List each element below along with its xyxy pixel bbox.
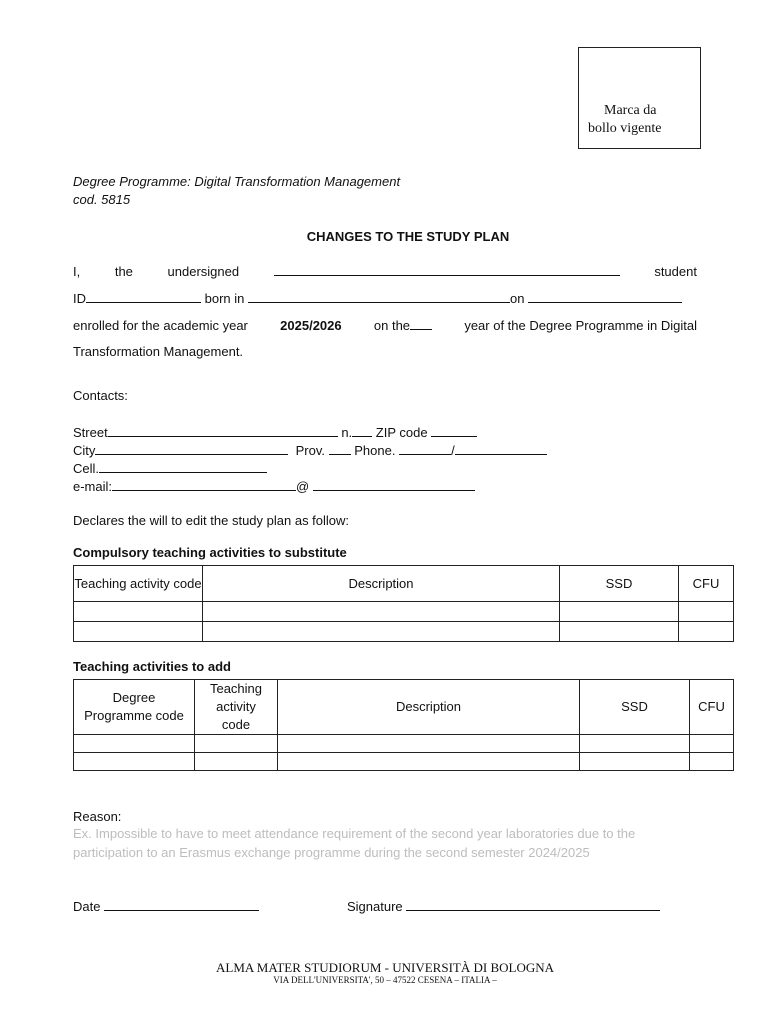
col-description: Description bbox=[278, 680, 580, 735]
table-cell[interactable] bbox=[195, 735, 278, 753]
col-teaching-activity-code: Teaching activity code bbox=[195, 680, 278, 735]
footer-university: ALMA MATER STUDIORUM - UNIVERSITÀ DI BOLOGNA bbox=[216, 960, 554, 975]
table-cell[interactable] bbox=[203, 602, 560, 622]
table-row bbox=[74, 735, 734, 753]
col-degree-programme-code: Degree Programme code bbox=[74, 680, 195, 735]
table-cell[interactable] bbox=[74, 602, 203, 622]
col-description: Description bbox=[203, 566, 560, 602]
phone-slash: / bbox=[451, 443, 455, 458]
table-row bbox=[74, 753, 734, 771]
table-cell[interactable] bbox=[195, 753, 278, 771]
born-in-label: born in bbox=[204, 291, 245, 306]
declares-text: Declares the will to edit the study plan as follow: bbox=[73, 513, 350, 528]
table-cell[interactable] bbox=[690, 753, 734, 771]
table-cell[interactable] bbox=[74, 753, 195, 771]
degree-programme: Degree Programme: Digital Transformation Management bbox=[73, 174, 401, 189]
table-cell[interactable] bbox=[560, 602, 679, 622]
add-heading: Teaching activities to add bbox=[73, 659, 231, 674]
cell-field[interactable] bbox=[99, 460, 267, 473]
table-cell[interactable] bbox=[560, 622, 679, 642]
date-label: Date bbox=[73, 899, 101, 914]
table-cell[interactable] bbox=[690, 735, 734, 753]
table-row bbox=[74, 622, 734, 642]
declaration-line-1 bbox=[73, 263, 697, 279]
street-label: Street bbox=[73, 425, 108, 440]
word-undersigned: undersigned bbox=[167, 264, 240, 279]
add-table bbox=[73, 679, 734, 771]
table-cell[interactable] bbox=[203, 622, 560, 642]
enrolled-label: enrolled for the academic year bbox=[73, 318, 248, 333]
table-cell[interactable] bbox=[278, 753, 580, 771]
col-cfu: CFU bbox=[679, 566, 734, 602]
table-cell[interactable] bbox=[74, 622, 203, 642]
number-label: n. bbox=[341, 425, 353, 440]
phone-prefix-field[interactable] bbox=[399, 442, 451, 455]
declaration-line-4: Transformation Management. bbox=[73, 344, 244, 359]
zip-label: ZIP code bbox=[375, 425, 428, 440]
email-domain-field[interactable] bbox=[313, 478, 475, 491]
student-id-field[interactable] bbox=[86, 290, 201, 303]
col-teaching-activity-code: Teaching activity code bbox=[74, 566, 203, 602]
word-student: student bbox=[654, 264, 697, 279]
table-cell[interactable] bbox=[278, 735, 580, 753]
on-the-label: on the bbox=[373, 318, 411, 333]
stamp-text-line1: Marca da bbox=[604, 103, 657, 118]
city-row bbox=[73, 442, 547, 458]
on-label: on bbox=[510, 291, 525, 306]
zip-field[interactable] bbox=[431, 424, 477, 437]
col-cfu: CFU bbox=[690, 680, 734, 735]
compulsory-table bbox=[73, 565, 734, 642]
city-field[interactable] bbox=[95, 442, 288, 455]
col-ssd: SSD bbox=[580, 680, 690, 735]
col-ssd: SSD bbox=[560, 566, 679, 602]
enrolled-suffix: year of the Degree Programme in Digital bbox=[464, 318, 697, 333]
table-cell[interactable] bbox=[580, 735, 690, 753]
table-cell[interactable] bbox=[679, 622, 734, 642]
contacts-label: Contacts: bbox=[73, 388, 128, 403]
word-i: I, bbox=[73, 264, 81, 279]
number-field[interactable] bbox=[352, 424, 372, 437]
reason-example-line2[interactable]: participation to an Erasmus exchange programme during the second semester 2024/2025 bbox=[73, 845, 590, 860]
declaration-line-3 bbox=[73, 317, 697, 333]
phone-label: Phone. bbox=[354, 443, 396, 458]
date-field[interactable] bbox=[104, 898, 259, 911]
cell-row bbox=[73, 460, 267, 476]
cell-label: Cell. bbox=[73, 461, 100, 476]
table-cell[interactable] bbox=[580, 753, 690, 771]
table-cell[interactable] bbox=[679, 602, 734, 622]
signature-label: Signature bbox=[347, 899, 403, 914]
revenue-stamp-box bbox=[578, 47, 701, 149]
footer-address: VIA DELL'UNIVERSITA', 50 – 47522 CESENA – ITALIA – bbox=[273, 975, 497, 985]
street-row bbox=[73, 424, 477, 440]
signature-row bbox=[347, 898, 660, 914]
city-label: City bbox=[73, 443, 96, 458]
id-label: ID bbox=[73, 291, 86, 306]
birthplace-field[interactable] bbox=[248, 290, 510, 303]
prov-field[interactable] bbox=[329, 442, 351, 455]
birthdate-field[interactable] bbox=[528, 290, 682, 303]
reason-example-line1[interactable]: Ex. Impossible to have to meet attendance requirement of the second year laboratories due to the bbox=[73, 826, 636, 841]
at-sign: @ bbox=[296, 479, 310, 494]
signature-field[interactable] bbox=[406, 898, 660, 911]
year-of-course-field[interactable] bbox=[410, 317, 432, 330]
email-row bbox=[73, 478, 475, 494]
prov-label: Prov. bbox=[295, 443, 326, 458]
compulsory-heading: Compulsory teaching activities to substitute bbox=[73, 545, 347, 560]
street-field[interactable] bbox=[108, 424, 338, 437]
page-title: CHANGES TO THE STUDY PLAN bbox=[306, 229, 510, 244]
stamp-text-line2: bollo vigente bbox=[588, 121, 662, 136]
date-row bbox=[73, 898, 259, 914]
table-row bbox=[74, 602, 734, 622]
programme-code: cod. 5815 bbox=[73, 192, 131, 207]
word-the: the bbox=[114, 264, 133, 279]
phone-number-field[interactable] bbox=[455, 442, 547, 455]
declaration-line-2 bbox=[73, 290, 697, 306]
table-cell[interactable] bbox=[74, 735, 195, 753]
email-label: e-mail: bbox=[73, 479, 113, 494]
name-field[interactable] bbox=[274, 263, 620, 276]
academic-year: 2025/2026 bbox=[280, 318, 342, 333]
reason-label: Reason: bbox=[73, 809, 122, 824]
email-user-field[interactable] bbox=[112, 478, 296, 491]
